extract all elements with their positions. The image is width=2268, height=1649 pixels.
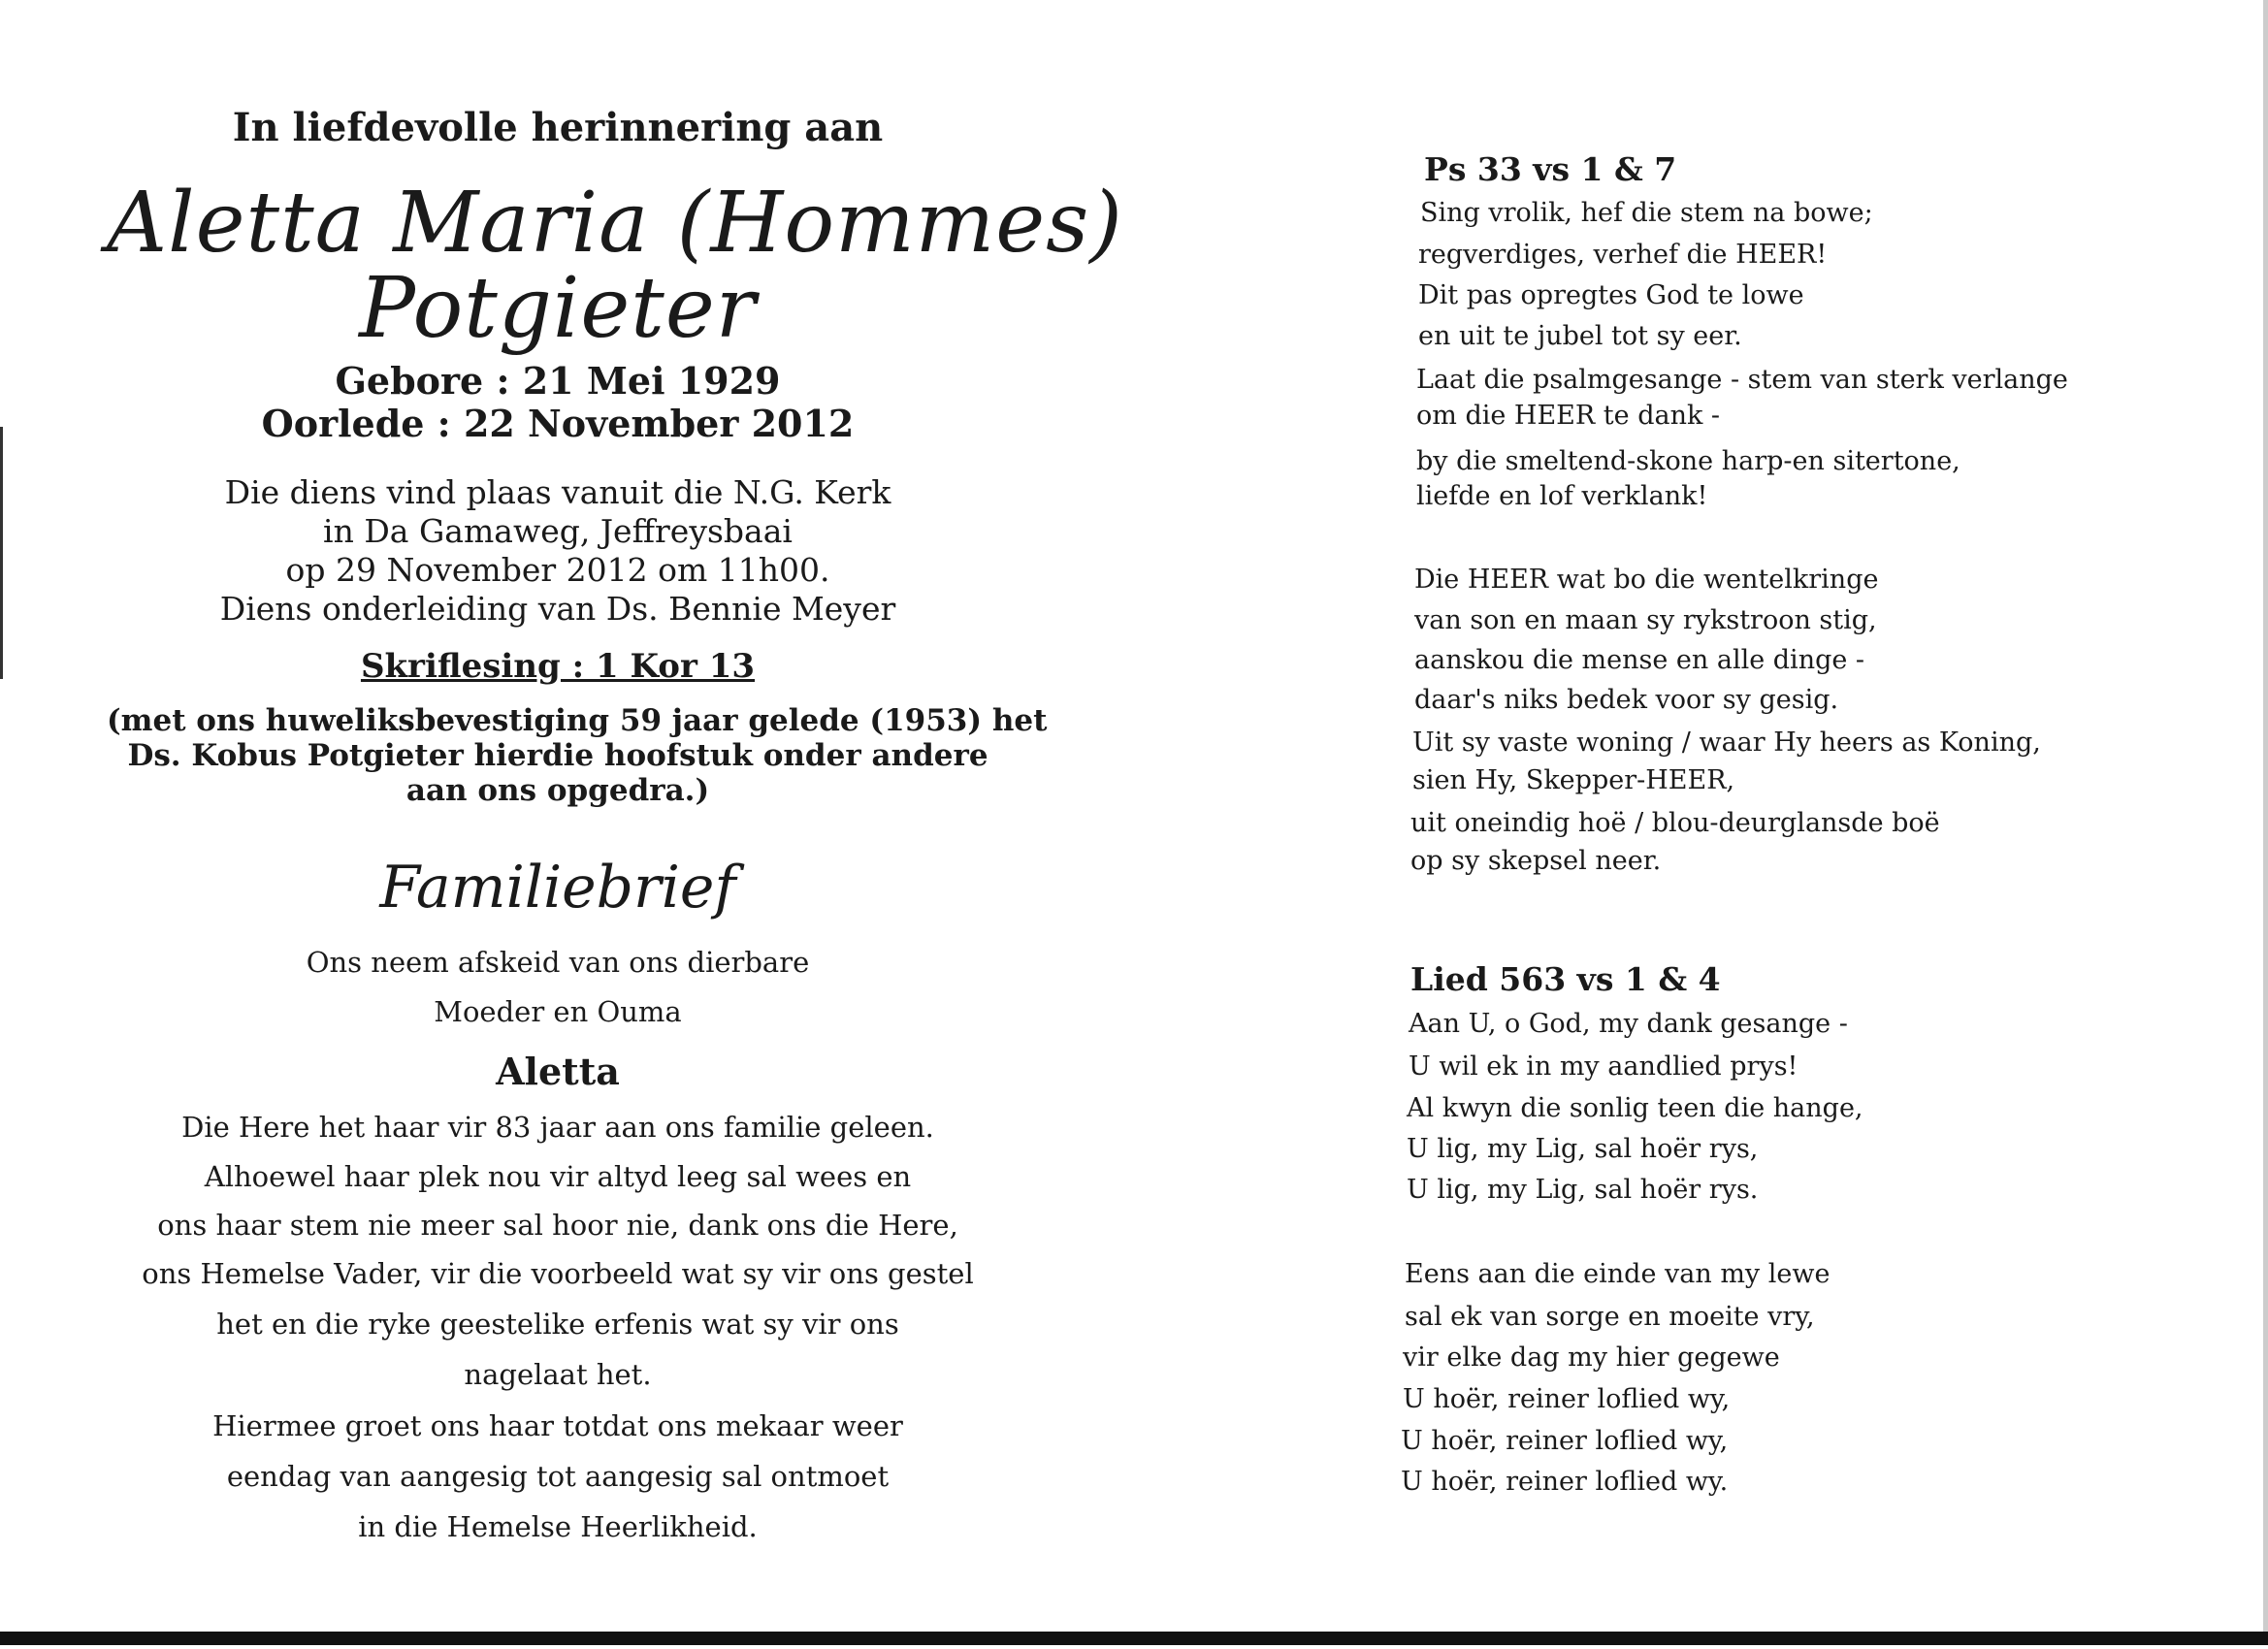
letter-intro-line: Moeder en Ouma <box>434 995 682 1028</box>
hymn-verse-line: vir elke dag my hier gegewe <box>1403 1342 1780 1373</box>
letter-name: Aletta <box>496 1050 620 1093</box>
scan-edge <box>0 427 3 679</box>
psalm-verse-line: Laat die psalmgesange - stem van sterk verlange <box>1416 365 2068 395</box>
letter-line: ons haar stem nie meer sal hoor nie, dank ons die Here, <box>157 1209 958 1242</box>
hymn-verse-line: Aan U, o God, my dank gesange - <box>1409 1009 1848 1039</box>
letter-line: in die Hemelse Heerlikheid. <box>358 1510 758 1543</box>
psalm-verse-line: om die HEER te dank - <box>1416 401 1721 431</box>
hymn-verse-line: Eens aan die einde van my lewe <box>1405 1259 1831 1289</box>
service-line: Diens onderleiding van Ds. Bennie Meyer <box>219 590 896 628</box>
note-line: Ds. Kobus Potgieter hierdie hoofstuk onder andere <box>127 738 988 773</box>
service-line: Die diens vind plaas vanuit die N.G. Kerk <box>224 473 891 511</box>
note-line: (met ons huweliksbevestiging 59 jaar gelede (1953) het <box>107 703 1048 738</box>
hymn-verse-line: U hoër, reiner loflied wy, <box>1403 1384 1731 1414</box>
hymn-verse-line: U hoër, reiner loflied wy, <box>1401 1426 1729 1456</box>
scan-edge <box>2263 0 2268 1632</box>
hymn-verse-line: U hoër, reiner loflied wy. <box>1401 1467 1729 1497</box>
psalm-verse-line: uit oneindig hoë / blou-deurglansde boë <box>1410 808 1940 838</box>
psalm-verse-line: daar's niks bedek voor sy gesig. <box>1414 685 1839 715</box>
psalm-verse-line: van son en maan sy rykstroon stig, <box>1414 605 1877 635</box>
psalm-verse-line: Sing vrolik, hef die stem na bowe; <box>1420 198 1873 228</box>
letter-line: Die Here het haar vir 83 jaar aan ons familie geleen. <box>181 1111 934 1144</box>
hymn-verse-line: U lig, my Lig, sal hoër rys, <box>1407 1134 1759 1164</box>
psalm-verse-line: regverdiges, verhef die HEER! <box>1418 240 1828 270</box>
letter-line: het en die ryke geestelike erfenis wat sy vir ons <box>216 1308 899 1341</box>
service-line: op 29 November 2012 om 11h00. <box>285 551 830 589</box>
psalm-title: Ps 33 vs 1 & 7 <box>1424 150 1677 188</box>
deceased-name-line2: Potgieter <box>359 260 757 357</box>
hymn-verse-line: U lig, my Lig, sal hoër rys. <box>1407 1175 1759 1205</box>
letter-intro-line: Ons neem afskeid van ons dierbare <box>306 946 810 979</box>
letter-line: nagelaat het. <box>464 1358 652 1391</box>
letter-line: ons Hemelse Vader, vir die voorbeeld wat sy vir ons gestel <box>142 1257 974 1290</box>
note-line: aan ons opgedra.) <box>405 773 710 808</box>
death-date: Oorlede : 22 November 2012 <box>261 402 855 445</box>
letter-line: Alhoewel haar plek nou vir altyd leeg sal wees en <box>204 1160 912 1193</box>
psalm-verse-line: sien Hy, Skepper-HEER, <box>1412 765 1735 795</box>
intro-heading: In liefdevolle herinnering aan <box>232 105 884 150</box>
psalm-verse-line: Die HEER wat bo die wentelkringe <box>1414 565 1879 595</box>
psalm-verse-line: en uit te jubel tot sy eer. <box>1418 321 1742 351</box>
psalm-verse-line: by die smeltend-skone harp-en sitertone, <box>1416 446 1960 476</box>
hymn-verse-line: sal ek van sorge en moeite vry, <box>1405 1302 1815 1332</box>
hymn-title: Lied 563 vs 1 & 4 <box>1410 960 1721 998</box>
hymn-verse-line: U wil ek in my aandlied prys! <box>1409 1051 1798 1082</box>
service-line: in Da Gamaweg, Jeffreysbaai <box>323 512 793 550</box>
letter-line: Hiermee groet ons haar totdat ons mekaar weer <box>212 1409 903 1442</box>
letter-line: eendag van aangesig tot aangesig sal ontmoet <box>226 1460 890 1493</box>
psalm-verse-line: liefde en lof verklank! <box>1416 481 1708 511</box>
psalm-verse-line: Dit pas opregtes God te lowe <box>1418 280 1804 310</box>
hymn-verse-line: Al kwyn die sonlig teen die hange, <box>1407 1093 1863 1123</box>
birth-date: Gebore : 21 Mei 1929 <box>335 359 781 403</box>
psalm-verse-line: op sy skepsel neer. <box>1410 846 1662 876</box>
scan-bottom-border <box>0 1632 2268 1645</box>
deceased-name-line1: Aletta Maria (Hommes) <box>107 175 1123 272</box>
psalm-verse-line: Uit sy vaste woning / waar Hy heers as Koning, <box>1412 728 2041 758</box>
scripture-reading: Skriflesing : 1 Kor 13 <box>360 647 756 686</box>
psalm-verse-line: aanskou die mense en alle dinge - <box>1414 645 1865 675</box>
letter-title: Familiebrief <box>379 854 736 922</box>
